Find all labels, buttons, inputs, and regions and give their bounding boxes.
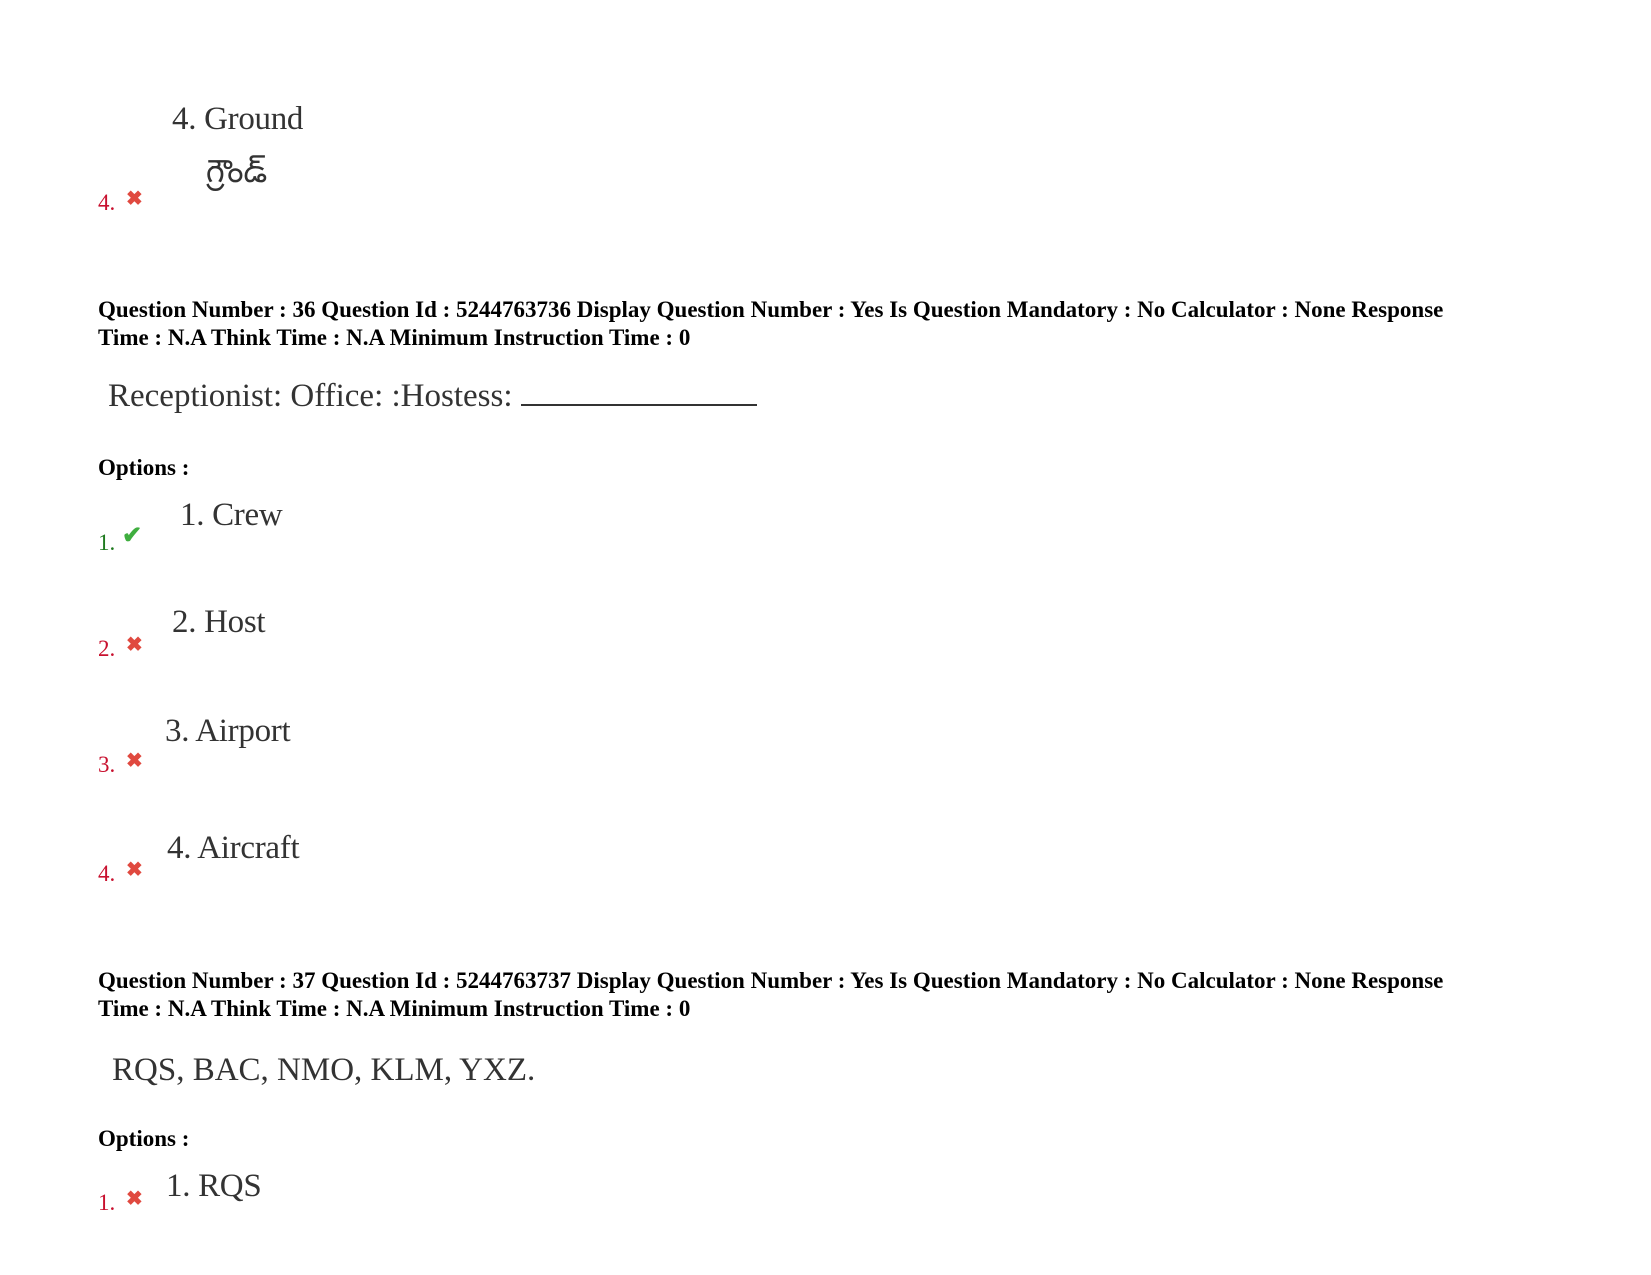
question-36-text-content: Receptionist: Office: :Hostess: <box>108 378 513 414</box>
question-36-meta-line1: Question Number : 36 Question Id : 5244763736 Display Question Number : Yes Is Question Mandatory : No Calculator : None Response <box>98 297 1444 322</box>
question-36-options-label: Options : <box>98 455 190 480</box>
cross-icon: ✖ <box>126 750 143 772</box>
question-37-meta-line1: Question Number : 37 Question Id : 5244763737 Display Question Number : Yes Is Question Mandatory : No Calculator : None Response <box>98 968 1444 993</box>
q37-option-1-number: 1. <box>98 1190 116 1215</box>
q36-option-4-number: 4. <box>98 861 116 886</box>
q36-option-1-text: 1. Crew <box>180 497 283 533</box>
cross-icon: ✖ <box>126 634 143 656</box>
q36-option-2-number: 2. <box>98 636 116 661</box>
question-36-text <box>108 378 757 415</box>
check-icon: ✔ <box>122 523 143 549</box>
prev-option-4-telugu: గ్రౌండ్ <box>206 152 268 190</box>
prev-option-4-text: 4. Ground <box>172 101 304 137</box>
question-37-meta <box>98 967 1598 1023</box>
question-37-text: RQS, BAC, NMO, KLM, YXZ. <box>112 1052 536 1088</box>
q36-option-2-text: 2. Host <box>172 604 266 640</box>
question-37-options-label: Options : <box>98 1126 190 1151</box>
cross-icon: ✖ <box>126 1188 143 1210</box>
answer-blank <box>521 378 757 406</box>
q36-option-4-text: 4. Aircraft <box>167 830 300 866</box>
question-36-meta-line2: Time : N.A Think Time : N.A Minimum Instruction Time : 0 <box>98 325 691 350</box>
prev-option-4-number: 4. <box>98 190 116 215</box>
question-36-meta <box>98 296 1598 352</box>
cross-icon: ✖ <box>126 859 143 881</box>
q36-option-1-number: 1. <box>98 530 116 555</box>
question-37-meta-line2: Time : N.A Think Time : N.A Minimum Instruction Time : 0 <box>98 996 691 1021</box>
cross-icon: ✖ <box>126 188 143 210</box>
q37-option-1-text: 1. RQS <box>166 1168 262 1204</box>
q36-option-3-number: 3. <box>98 752 116 777</box>
q36-option-3-text: 3. Airport <box>165 713 291 749</box>
